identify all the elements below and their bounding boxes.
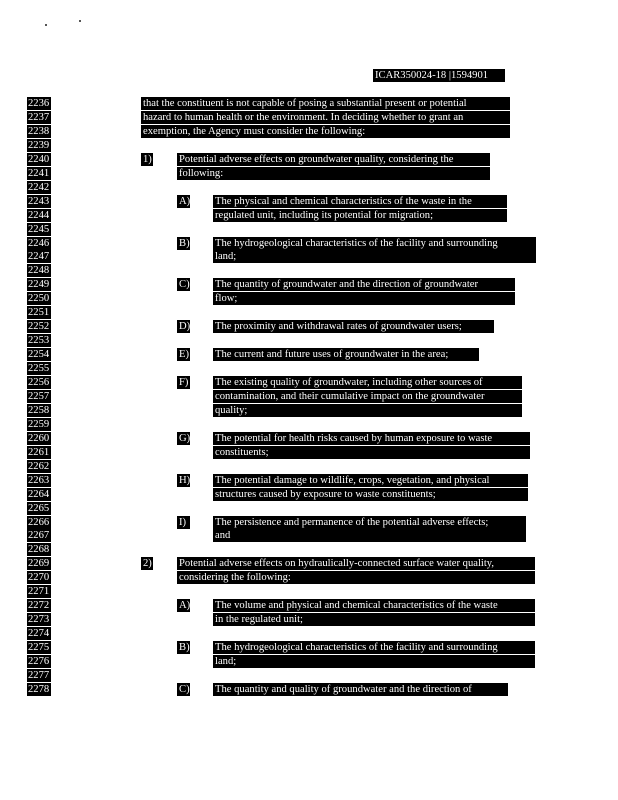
item-label: 1) [143, 154, 152, 165]
line-number: 2249 [28, 279, 50, 290]
intro-text-line: that the constituent is not capable of posing a substantial present or potential [141, 97, 510, 110]
item-label: D) [179, 321, 190, 332]
item-text-line: The proximity and withdrawal rates of groundwater users; [213, 320, 494, 333]
item-text-line: land; [213, 250, 536, 263]
line-number: 2259 [28, 419, 50, 430]
line-number: 2241 [28, 168, 50, 179]
line-number: 2238 [28, 126, 50, 137]
scan-speck [45, 24, 47, 26]
item-label: C) [179, 279, 190, 290]
line-number: 2275 [28, 642, 50, 653]
item-text-line: following: [177, 167, 490, 180]
item-text-line: The volume and physical and chemical characteristics of the waste [213, 599, 535, 612]
line-number: 2242 [28, 182, 50, 193]
document-id-header: ICAR350024-18 |1594901 [373, 69, 505, 82]
item-text-line: contamination, and their cumulative impact on the groundwater [213, 390, 522, 403]
item-text-line: flow; [213, 292, 515, 305]
item-text-line: The quantity of groundwater and the direction of groundwater [213, 278, 515, 291]
line-number: 2236 [28, 98, 50, 109]
item-text-line: structures caused by exposure to waste constituents; [213, 488, 528, 501]
line-number: 2276 [28, 656, 50, 667]
line-number: 2250 [28, 293, 50, 304]
line-number: 2268 [28, 544, 50, 555]
line-number: 2237 [28, 112, 50, 123]
item-text-line: The current and future uses of groundwater in the area; [213, 348, 479, 361]
item-text-line: quality; [213, 404, 522, 417]
line-number: 2255 [28, 363, 50, 374]
item-label: F) [179, 377, 189, 388]
item-text-line: The existing quality of groundwater, including other sources of [213, 376, 522, 389]
line-number: 2254 [28, 349, 50, 360]
line-number: 2245 [28, 224, 50, 235]
item-text-line: land; [213, 655, 535, 668]
line-number: 2267 [28, 530, 50, 541]
item-label: E) [179, 349, 189, 360]
item-text-line: regulated unit, including its potential for migration; [213, 209, 507, 222]
item-label: I) [177, 516, 190, 529]
line-number: 2256 [28, 377, 50, 388]
line-number: 2265 [28, 503, 50, 514]
line-number: 2263 [28, 475, 50, 486]
item-text-line: constituents; [213, 446, 530, 459]
item-text-line: The quantity and quality of groundwater and the direction of [213, 683, 508, 696]
line-number: 2269 [28, 558, 50, 569]
item-text-line: The potential damage to wildlife, crops, vegetation, and physical [213, 474, 528, 487]
item-label: G) [179, 433, 190, 444]
item-label: B) [179, 642, 190, 653]
line-number: 2273 [28, 614, 50, 625]
item-text-line: Potential adverse effects on hydraulically-connected surface water quality, [177, 557, 535, 570]
line-number: 2257 [28, 391, 50, 402]
item-text-line: considering the following: [177, 571, 535, 584]
line-number: 2240 [28, 154, 50, 165]
line-number: 2272 [28, 600, 50, 611]
item-text-line: and [213, 529, 526, 542]
line-number: 2266 [28, 517, 50, 528]
line-number: 2253 [28, 335, 50, 346]
line-number: 2264 [28, 489, 50, 500]
item-label: C) [179, 684, 190, 695]
line-number: 2274 [28, 628, 50, 639]
line-number: 2244 [28, 210, 50, 221]
line-number: 2239 [28, 140, 50, 151]
line-number: 2252 [28, 321, 50, 332]
intro-text-line: exemption, the Agency must consider the following: [141, 125, 510, 138]
line-number: 2246 [28, 238, 50, 249]
item-text-line: The hydrogeological characteristics of the facility and surrounding [213, 641, 535, 654]
item-label: 2) [143, 558, 152, 569]
item-label: H) [179, 475, 190, 486]
item-label: A) [179, 600, 190, 611]
line-number: 2248 [28, 265, 50, 276]
line-number: 2251 [28, 307, 50, 318]
item-label: A) [179, 196, 190, 207]
line-number: 2262 [28, 461, 50, 472]
line-number: 2270 [28, 572, 50, 583]
line-number: 2278 [28, 684, 50, 695]
scan-speck [79, 20, 81, 22]
item-text-line: in the regulated unit; [213, 613, 535, 626]
item-text-line: The persistence and permanence of the potential adverse effects; [213, 516, 526, 529]
item-text-line: Potential adverse effects on groundwater quality, considering the [177, 153, 490, 166]
item-text-line: The physical and chemical characteristics of the waste in the [213, 195, 507, 208]
line-number: 2260 [28, 433, 50, 444]
line-number: 2271 [28, 586, 50, 597]
line-number: 2258 [28, 405, 50, 416]
item-text-line: The hydrogeological characteristics of the facility and surrounding [213, 237, 536, 250]
line-number: 2243 [28, 196, 50, 207]
item-text-line: The potential for health risks caused by human exposure to waste [213, 432, 530, 445]
line-number: 2261 [28, 447, 50, 458]
item-label: B) [179, 238, 190, 249]
intro-text-line: hazard to human health or the environment. In deciding whether to grant an [141, 111, 510, 124]
line-number: 2247 [28, 251, 50, 262]
line-number: 2277 [28, 670, 50, 681]
